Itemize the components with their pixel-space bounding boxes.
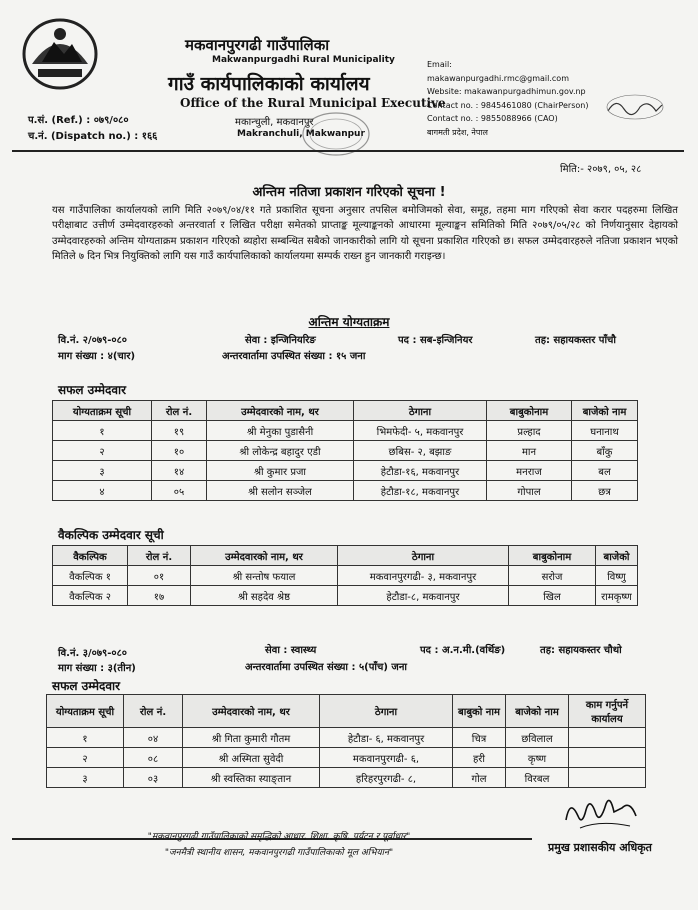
- cell: हरिहरपुरगढी- ८,: [320, 768, 453, 788]
- office-name-np: गाउँ कार्यपालिकाको कार्यालय: [168, 73, 370, 95]
- table-row: [53, 586, 638, 606]
- cell: हेटौडा-१८, मकवानपुर: [354, 481, 487, 501]
- cell: श्री अस्मिता सुवेदी: [183, 748, 320, 768]
- cell: श्री गिता कुमारी गौतम: [183, 728, 320, 748]
- cell: घनानाथ: [572, 421, 638, 441]
- cell: कृष्ण: [506, 748, 569, 768]
- col-father: बाबुकोनाम: [509, 546, 596, 566]
- col-merit: योग्यताक्रम सूची: [47, 695, 124, 728]
- col-merit: योग्यताक्रम सूची: [53, 401, 152, 421]
- block2-level: तह: सहायकस्तर चौथो: [540, 645, 622, 656]
- cell: श्री स्वस्तिका स्याङ्तान: [183, 768, 320, 788]
- table-row: [53, 461, 638, 481]
- col-alternate: वैकल्पिक: [53, 546, 128, 566]
- notice-paragraph: यस गाउँपालिका कार्यालयको लागि मिति २०७९/०४/११ गते प्रकाशित सूचना अनुसार तपसिल बमोजिमको सेवा, समूह, तहमा माग गरिएको सेवा करार पदहरुमा लिखित परीक्षाबाट उत्तीर्ण उम्मेदवारहरुको अन्तरवार्ता र लिखित परीक्षा समेतको प्राप्ताङ्क मूल्याङ्कनको आधारमा मूल्याङ्कन समितिको मिति २०७९/०५/२८ को निर्णयानुसार देहायको उम्मेदवारहरुको अन्तिम योग्यताक्रम प्रकाशन गरिएको ब्यहोरा सम्बन्धित सबैको जानकारीको लागि यो सूचना प्रकाशित गरिएको छ। सफल उम्मेदवारहरुले नतिजा प्रकाशन भएको मितिले ७ दिन भित्र नियुक्तिको लागि यस गाउँ कार्यपालिकाको कार्यालयमा सम्पर्क राख्न हुन जानकारी गराइन्छ।: [52, 205, 679, 263]
- cell: १०: [152, 441, 207, 461]
- cell: [569, 748, 646, 768]
- cell: हेटौडा-१६, मकवानपुर: [354, 461, 487, 481]
- contact-email: makawanpurgadhi.rmc@gmail.com: [427, 73, 569, 83]
- table-row: [47, 728, 646, 748]
- contact-info: [427, 58, 588, 139]
- col-father: बाबुको नाम: [453, 695, 506, 728]
- cell: ०५: [152, 481, 207, 501]
- cell: वैकल्पिक २: [53, 586, 128, 606]
- col-roll: रोल नं.: [128, 546, 191, 566]
- col-roll: रोल नं.: [152, 401, 207, 421]
- cell: श्री सहदेव श्रेष्ठ: [191, 586, 338, 606]
- block1-alternate-table: [52, 545, 638, 606]
- contact-email-label: Email:: [427, 60, 452, 69]
- col-address: ठेगाना: [338, 546, 509, 566]
- cell: छत्र: [572, 481, 638, 501]
- block1-success-label: सफल उम्मेदवार: [58, 383, 127, 397]
- cell: मकवानपुरगढी- ६,: [320, 748, 453, 768]
- col-father: बाबुकोनाम: [487, 401, 572, 421]
- cell: श्री सन्तोष फयाल: [191, 566, 338, 586]
- cell: श्री लोकेन्द्र बहादुर एडी: [207, 441, 354, 461]
- block1-alt-label: वैकल्पिक उम्मेदवार सूची: [58, 528, 164, 542]
- block2-ad-no: वि.नं. ३/०७९-०८०: [58, 648, 127, 659]
- municipality-name-np: मकवानपुरगढी गाउँपालिका: [185, 36, 330, 54]
- block2-demand: माग संख्या : ३(तीन): [58, 663, 136, 674]
- block2-success-label: सफल उम्मेदवार: [52, 679, 121, 693]
- cell: मकवानपुरगढी- ३, मकवानपुर: [338, 566, 509, 586]
- col-name: उम्मेदवारको नाम, थर: [191, 546, 338, 566]
- cell: गोल: [453, 768, 506, 788]
- cell: बाँकु: [572, 441, 638, 461]
- cell: १: [47, 728, 124, 748]
- block1-demand: माग संख्या : ४(चार): [58, 351, 136, 362]
- cell: [569, 728, 646, 748]
- contact-cao: Contact no. : 9855088966 (CAO): [427, 114, 558, 123]
- cell: २: [53, 441, 152, 461]
- municipality-name-en: Makwanpurgadhi Rural Municipality: [212, 55, 395, 65]
- block1-service: सेवा : इन्जिनियरिङ: [245, 335, 316, 346]
- block1-level: तह: सहायकस्तर पाँचौ: [535, 335, 617, 346]
- cell: १७: [128, 586, 191, 606]
- contact-website: Website: makawanpurgadhimun.gov.np: [427, 87, 586, 96]
- cell: श्री कुमार प्रजा: [207, 461, 354, 481]
- cell: हरी: [453, 748, 506, 768]
- cell: प्रल्हाद: [487, 421, 572, 441]
- cell: बल: [572, 461, 638, 481]
- cell: छबिस- २, बझाङ: [354, 441, 487, 461]
- signatory-title: प्रमुख प्रशासकीय अधिकृत: [548, 841, 652, 854]
- block1-ad-no: वि.नं. २/०७९-०८०: [58, 335, 127, 346]
- col-name: उम्मेदवारको नाम, थर: [207, 401, 354, 421]
- cell: भिमफेदी- ५, मकवानपुर: [354, 421, 487, 441]
- col-name: उम्मेदवारको नाम, थर: [183, 695, 320, 728]
- col-grandfather: बाजेको नाम: [572, 401, 638, 421]
- col-roll: रोल नं.: [124, 695, 183, 728]
- col-grandfather: बाजेको नाम: [506, 695, 569, 728]
- cell: रामकृष्ण: [596, 586, 638, 606]
- cell: विष्णु: [596, 566, 638, 586]
- cell: श्री मेनुका पुडासैनी: [207, 421, 354, 441]
- corner-stamp-icon: [604, 93, 666, 121]
- cell: वैकल्पिक १: [53, 566, 128, 586]
- cell: खिल: [509, 586, 596, 606]
- cell: १: [53, 421, 152, 441]
- cell: सरोज: [509, 566, 596, 586]
- notice-title: अन्तिम नतिजा प्रकाशन गरिएको सूचना !: [252, 185, 446, 200]
- table-row: [53, 441, 638, 461]
- cell: [569, 768, 646, 788]
- final-merit-title: अन्तिम योग्यताक्रम: [308, 315, 390, 329]
- cell: श्री सलोन सञ्जेल: [207, 481, 354, 501]
- cell: मान: [487, 441, 572, 461]
- reference-number: प.सं. (Ref.) : ०७९/०८०: [28, 115, 129, 126]
- block2-post: पद : अ.न.मी.(वर्थिङ): [420, 645, 506, 656]
- block2-success-table: [46, 694, 646, 788]
- cell: १४: [152, 461, 207, 481]
- cell: ०१: [128, 566, 191, 586]
- cell: विरबल: [506, 768, 569, 788]
- col-address: ठेगाना: [320, 695, 453, 728]
- table-header-row: [53, 546, 638, 566]
- col-address: ठेगाना: [354, 401, 487, 421]
- cell: ३: [53, 461, 152, 481]
- col-grandfather: बाजेको: [596, 546, 638, 566]
- col-office: काम गर्नुपर्ने कार्यालय: [569, 695, 646, 728]
- table-row: [47, 748, 646, 768]
- address-np: मकान्चुली, मकवानपुर: [235, 117, 314, 128]
- block1-post: पद : सब-इन्जिनियर: [398, 335, 473, 346]
- block1-interview: अन्तरवार्तामा उपस्थित संख्या : १५ जना: [222, 351, 366, 362]
- cell: ४: [53, 481, 152, 501]
- cell: गोपाल: [487, 481, 572, 501]
- notice-date: मिति:- २०७९, ०५, २८: [560, 164, 642, 175]
- footer-slogan-2: "जनमैत्री स्थानीय शासन, मकवानपुरगढी गाउँपालिकाको मूल अभियान": [164, 848, 394, 858]
- table-row: [53, 421, 638, 441]
- cell: १९: [152, 421, 207, 441]
- dispatch-number: च.नं. (Dispatch no.) : १६६: [28, 131, 158, 142]
- contact-province: बागमती प्रदेश, नेपाल: [427, 127, 488, 137]
- block2-service: सेवा : स्वास्थ्य: [265, 645, 317, 656]
- header-divider: [12, 150, 684, 152]
- table-header-row: [53, 401, 638, 421]
- cell: मनराज: [487, 461, 572, 481]
- table-row: [53, 481, 638, 501]
- cell: छविलाल: [506, 728, 569, 748]
- footer-slogan-1: "मकवानपुरगढी गाउँपालिकाको समृद्धिको आधार, शिक्षा, कृषि, पर्यटन र पूर्वाधार": [147, 832, 411, 842]
- address-en: Makranchuli, Makwanpur: [237, 129, 365, 139]
- contact-chairperson: Contact no. : 9845461080 (ChairPerson): [427, 100, 589, 110]
- table-header-row: [47, 695, 646, 728]
- cell: ०३: [124, 768, 183, 788]
- cell: २: [47, 748, 124, 768]
- cell: हेटौडा- ६, मकवानपुर: [320, 728, 453, 748]
- office-name-en: Office of the Rural Municipal Executive: [180, 96, 446, 110]
- nepal-emblem-logo-icon: [20, 14, 100, 92]
- table-row: [53, 566, 638, 586]
- cell: ०४: [124, 728, 183, 748]
- cell: हेटौडा-८, मकवानपुर: [338, 586, 509, 606]
- cell: ०८: [124, 748, 183, 768]
- cell: चित्र: [453, 728, 506, 748]
- block1-success-table: [52, 400, 638, 501]
- cell: ३: [47, 768, 124, 788]
- block2-interview: अन्तरवार्तामा उपस्थित संख्या : ५(पाँच) जना: [245, 662, 407, 673]
- table-row: [47, 768, 646, 788]
